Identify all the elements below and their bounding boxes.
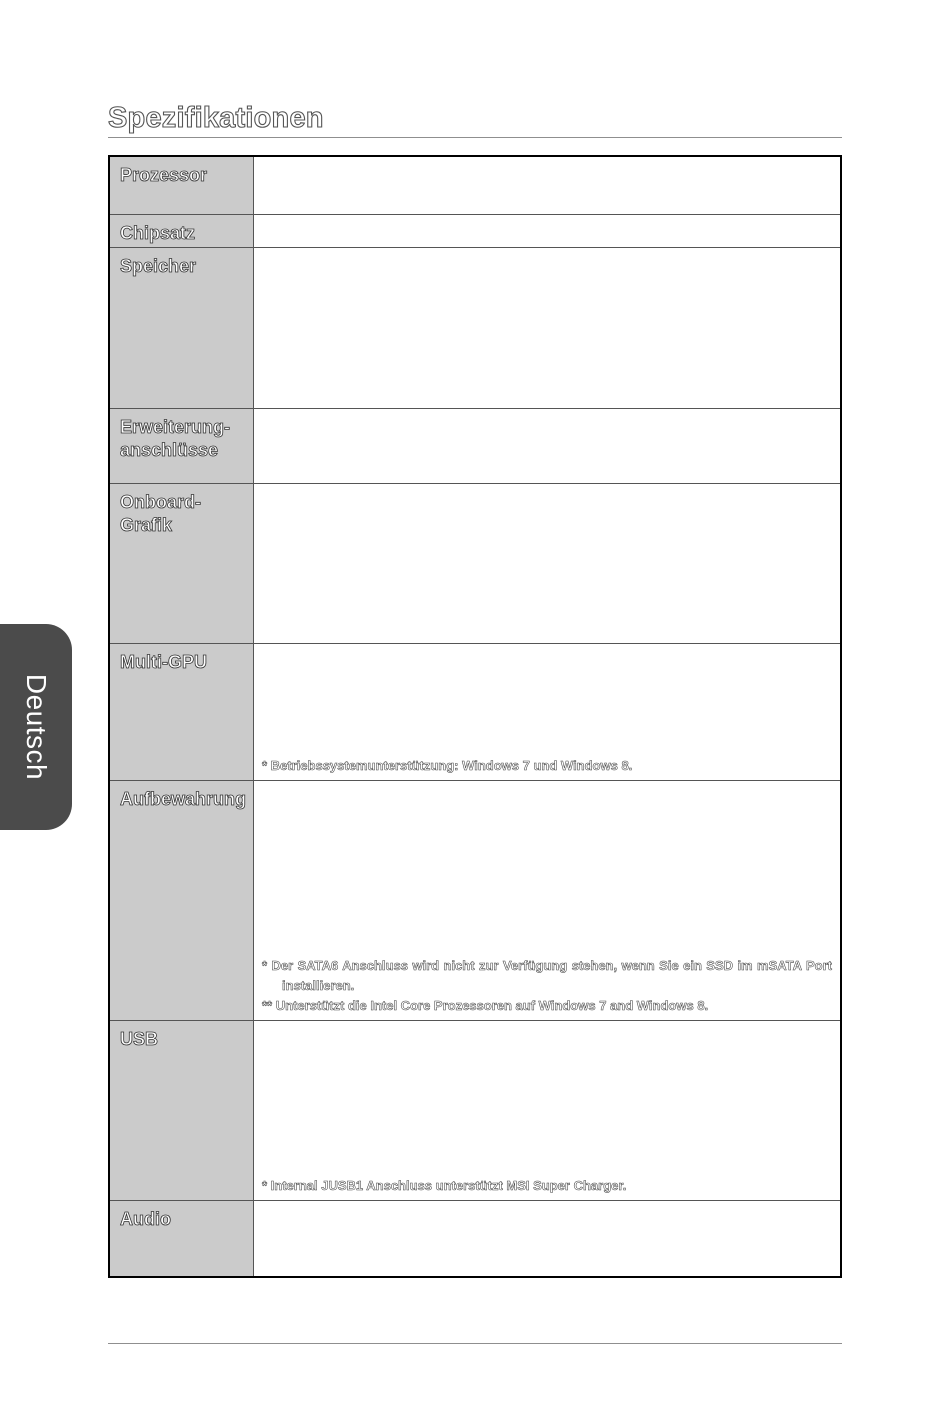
spec-value: [254, 409, 840, 483]
footnote: * Internal JUSB1 Anschluss unterstützt MSI Super Charger.: [262, 1178, 627, 1193]
spec-row-speicher: [110, 247, 840, 408]
spec-label: Aufbewahrung: [110, 781, 254, 1020]
title-divider: [108, 137, 842, 138]
spec-label-text: Onboard- Grafik: [120, 492, 201, 535]
footnotes: [262, 756, 832, 776]
spec-row-usb: [110, 1020, 840, 1200]
spec-label: Audio: [110, 1201, 254, 1276]
footnote: * Betriebssystemunterstützung: Windows 7 und Windows 8.: [262, 758, 633, 773]
spec-value: [254, 248, 840, 408]
footnotes: [262, 956, 832, 1016]
spec-label-text: Erweiterung- anschlüsse: [120, 417, 231, 460]
spec-row-prozessor: [110, 157, 840, 214]
spec-row-erweiterung: [110, 408, 840, 483]
spec-label: Chipsatz: [110, 215, 254, 247]
language-side-tab: [0, 624, 72, 830]
spec-value: [254, 484, 840, 643]
spec-label: Multi-GPU: [110, 644, 254, 780]
spec-value: [254, 1021, 840, 1200]
spec-label: USB: [110, 1021, 254, 1200]
spec-value: [254, 157, 840, 214]
spec-row-multi-gpu: [110, 643, 840, 780]
language-label: Deutsch: [21, 673, 52, 781]
spec-row-chipsatz: [110, 214, 840, 247]
spec-row-onboard-grafik: [110, 483, 840, 643]
footnote: * Der SATA6 Anschluss wird nicht zur Verfügung stehen, wenn Sie ein SSD im mSATA Port installieren.: [262, 958, 832, 993]
spec-label: Prozessor: [110, 157, 254, 214]
footer-divider: [108, 1343, 842, 1344]
spec-value: [254, 1201, 840, 1276]
spec-value: [254, 215, 840, 247]
spec-label: [110, 409, 254, 483]
spec-label: Speicher: [110, 248, 254, 408]
spec-label: [110, 484, 254, 643]
page-title: Spezifikationen: [108, 102, 324, 134]
footnotes: [262, 1176, 832, 1196]
footnote: ** Unterstützt die Intel Core Prozessoren auf Windows 7 and Windows 8.: [262, 998, 709, 1013]
spec-row-aufbewahrung: [110, 780, 840, 1020]
spec-row-audio: [110, 1200, 840, 1276]
spec-table: [108, 155, 842, 1278]
